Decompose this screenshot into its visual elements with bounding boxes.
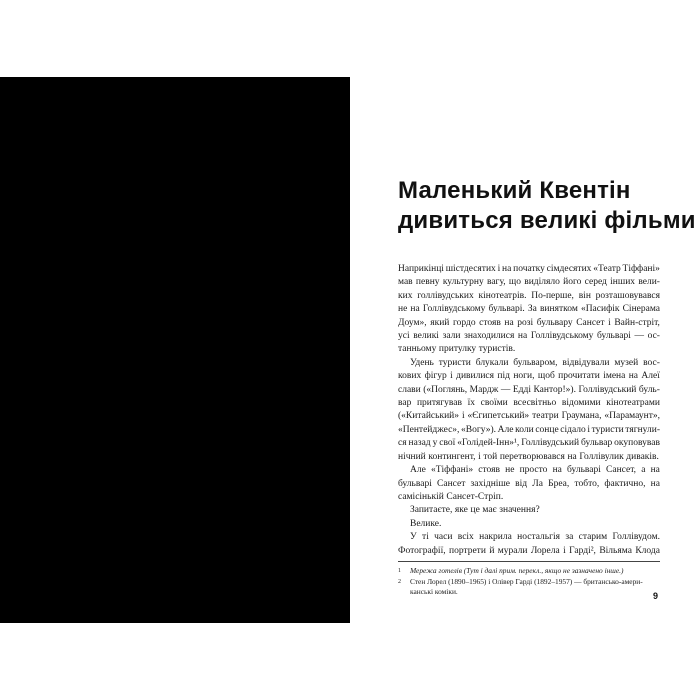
- chapter-title-line-1: Маленький Квентін: [398, 177, 631, 204]
- footnote: [398, 566, 660, 577]
- body-line: мав певну культурну вагу, що виділяло його серед інших вели-: [398, 277, 660, 288]
- chapter-title-line-2: дивиться великі фільми: [398, 207, 696, 234]
- body-line: бульварі Сансет західніше від Ла Бреа, тобто, фактично, на: [398, 478, 660, 489]
- body-line: танньому притулку туристів.: [398, 344, 516, 355]
- footnote-number: 2: [398, 578, 401, 585]
- footnote-number: 1: [398, 568, 401, 574]
- body-line: Наприкінці шістдесятих і на початку сімдесятих «Театр Тіффані»: [398, 264, 660, 274]
- body-line: слави («Поглянь, Мардж — Едді Кантор!»). Голлівудський буль-: [398, 384, 660, 395]
- body-line: («Китайський» і «Єгипетський» театри Граумана, «Парамаунт»,: [398, 411, 660, 422]
- left-page-black: [0, 77, 350, 623]
- body-line: У ті часи всіх накрила ностальгія за старим Голлівудом.: [410, 532, 660, 543]
- footnote: [398, 577, 660, 588]
- body-line: усі великі зали знаходилися на Голлівудському бульварі — ос-: [398, 331, 660, 342]
- footnote-continuation: канські коміки.: [410, 587, 458, 597]
- footnote-text: Мережа готелів (Тут і далі прим. перекл., якщо не зазначено інше.): [410, 566, 624, 575]
- right-page: [368, 77, 696, 623]
- body-line: кових фігур і дивилися під ноги, щоб прочитати імена на Алеї: [398, 371, 660, 382]
- body-line: Доум», який гордо стояв на розі бульвару Сансет і Вайн-стріт,: [398, 317, 660, 328]
- chapter-title: [398, 176, 696, 236]
- body-line: Велике.: [410, 518, 442, 529]
- body-line: «Пентейджес», «Вогу»). Але коли сонце сідало і туристи тягнули-: [398, 424, 660, 435]
- body-text: [398, 263, 660, 558]
- body-line: самісінькій Сансет-Стріп.: [398, 491, 504, 502]
- body-line: нічний контингент, і той перетворювався на Голлівулик диваків.: [398, 451, 659, 462]
- body-line: ких голлівудських кінотеатрів. По-перше, він розташовувався: [398, 290, 660, 301]
- footnotes: [398, 561, 660, 598]
- body-line: вар притягував їх своїми всесвітньо відомими кінотеатрами: [398, 398, 660, 409]
- body-line: ся назад у свої «Голідей-Інн»¹, Голлівудський бульвар окуповував: [398, 438, 660, 449]
- body-line: Але «Тіффані» стояв не просто на бульварі Сансет, а на: [410, 465, 660, 476]
- body-line: Фотографії, портрети й мурали Лорела і Гарді², Вільяма Клода: [398, 545, 660, 556]
- footnote-text: Стен Лорел (1890–1965) і Олівер Гарді (1892–1957) — британсько-амери-: [410, 576, 643, 586]
- body-line: Запитаєте, яке це має значення?: [410, 505, 540, 516]
- body-line: не на Голлівудському бульварі. За винятком «Пасифік Сінерама: [398, 304, 660, 315]
- page-number: 9: [652, 591, 658, 601]
- body-line: Удень туристи блукали бульваром, відвідували музей вос-: [410, 357, 660, 368]
